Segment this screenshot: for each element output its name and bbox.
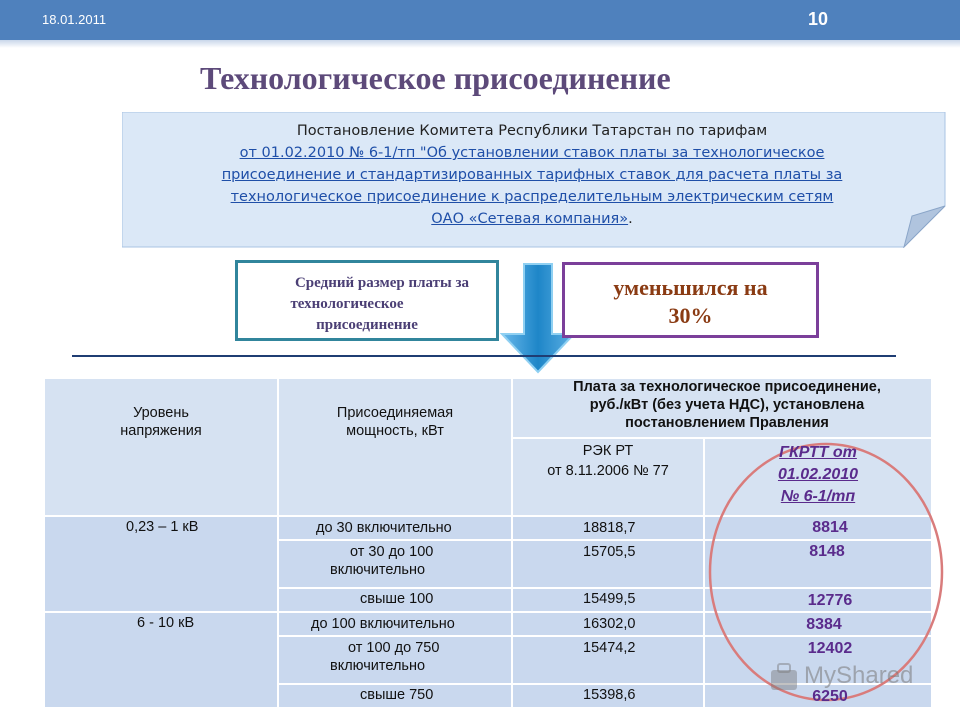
new-fee-cell: 8814 [812, 519, 848, 536]
power-cell: до 30 включительно [316, 520, 452, 536]
resolution-link-line4[interactable]: ОАО «Сетевая компания» [431, 211, 629, 227]
power-cell: от 100 до 750 включительно [330, 640, 440, 674]
resolution-link-line1[interactable]: от 01.02.2010 № 6-1/тп "Об установлении ставок платы за технологическое [239, 145, 825, 161]
average-fee-line3: присоединение [316, 317, 418, 333]
old-fee-cell: 16302,0 [583, 616, 636, 632]
decrease-line1: уменьшился на [613, 275, 768, 300]
old-fee-cell: 15398,6 [583, 687, 636, 703]
old-fee-cell: 15474,2 [583, 640, 636, 656]
resolution-link-line2[interactable]: присоединение и стандартизированных тарифных ставок для расчета платы за [221, 167, 843, 183]
resolution-line1: Постановление Комитета Республики Татарстан по тарифам [296, 123, 768, 139]
decrease-percent: 30% [668, 303, 713, 328]
header-fee: Плата за технологическое присоединение, руб./кВт (без учета НДС), установлена постановлением Правления [573, 379, 881, 431]
new-fee-cell: 8384 [806, 616, 842, 633]
new-fee-cell: 12776 [807, 592, 853, 609]
average-fee-line1: Средний размер платы за [294, 275, 470, 291]
new-fee-cell: 6250 [812, 688, 848, 705]
header-power: Присоединяемая мощность, кВт [336, 405, 454, 439]
power-cell: до 100 включительно [311, 616, 455, 632]
slide-date: 18.01.2011 [42, 12, 107, 27]
resolution-ending: . [628, 211, 633, 227]
watermark [768, 656, 928, 696]
old-fee-cell: 15705,5 [583, 544, 636, 560]
old-fee-cell: 18818,7 [583, 520, 636, 536]
average-fee-line2: технологическое [290, 296, 404, 312]
new-fee-cell: 8148 [809, 543, 845, 560]
voltage-group-1: 0,23 – 1 кВ [126, 519, 199, 535]
voltage-group-2: 6 - 10 кВ [137, 615, 195, 631]
watermark-text: MyShared [804, 662, 914, 689]
header-voltage: Уровень напряжения [120, 405, 202, 439]
subheader-gkrtt[interactable]: ГКРТТ от 01.02.2010 № 6-1/тп [777, 444, 859, 505]
power-cell: свыше 750 [360, 687, 434, 703]
resolution-link-line3[interactable]: технологическое присоединение к распределительным электрическим сетям [230, 189, 834, 205]
slide-page-number: 10 [808, 9, 829, 29]
old-fee-cell: 15499,5 [583, 591, 636, 607]
subheader-rek: РЭК РТ от 8.11.2006 № 77 [547, 443, 669, 479]
power-cell: свыше 100 [360, 591, 434, 607]
slide-title: Технологическое присоединение [200, 60, 671, 96]
watermark-logo-icon [768, 660, 802, 694]
power-cell: от 30 до 100 включительно [330, 544, 434, 578]
new-fee-cell: 12402 [807, 640, 853, 657]
